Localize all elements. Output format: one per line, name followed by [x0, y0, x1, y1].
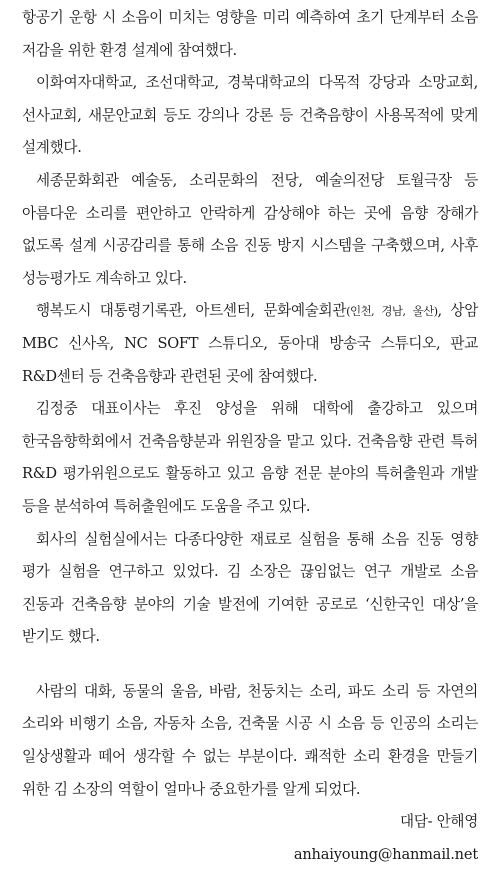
paragraph-7: 사람의 대화, 동물의 울음, 바람, 천둥치는 소리, 파도 소리 등 자연의 소리와 비행기 소음, 자동차 소음, 건축물 시공 시 소음 등 인공의 소리는 일상생활과 떼어 생각할 수 없는 부분이다. 쾌적한 소리 환경을 만들기 위한 김 소장의 역할이 얼마나 중요한가를 알게 되었다.	[22, 682, 478, 798]
paragraph-4-part-a: 행복도시 대통령기록관, 아트센터, 문화예술회관	[36, 302, 347, 320]
paragraph-3: 세종문화회관 예술동, 소리문화의 전당, 예술의전당 토월극장 등 아름다운 소리를 편안하고 안락하게 감상해야 하는 곳에 음향 장해가 없도록 설계 시공감리를 통해 소음 진동 방지 시스템을 구축했으며, 사후 성능평가도 계속하고 있다.	[22, 171, 478, 287]
paragraph-5: 김정중 대표이사는 후진 양성을 위해 대학에 출강하고 있으며 한국음향학회에서 건축음향분과 위원장을 맡고 있다. 건축음향 관련 특허 R&D 평가위원으로도 활동하고 있고 음향 전문 분야의 특허출원과 개발 등을 분석하여 특허출원에도 도움을 주고 있다.	[22, 400, 478, 515]
paragraph-1: 항공기 운항 시 소음이 미치는 영향을 미리 예측하여 초기 단계부터 소음 저감을 위한 환경 설계에 참여했다.	[22, 9, 478, 59]
paragraph-2: 이화여자대학교, 조선대학교, 경북대학교의 다목적 강당과 소망교회, 선사교회, 새문안교회 등도 강의나 강론 등 건축음향이 사용목적에 맞게 설계했다.	[22, 74, 478, 157]
paragraph-gap	[22, 654, 478, 676]
paragraph-4-part-b: , 상암 MBC 신사옥, NC SOFT 스튜디오, 동아대 방송국 스튜디오, 판교 R&D센터 등 건축음향과 관련된 곳에 참여했다.	[22, 302, 478, 385]
paragraph-4-cities: (인천, 경남, 울산)	[346, 304, 438, 319]
paragraph-4	[22, 295, 478, 393]
interviewer-email: anhaiyoung@hanmail.net	[293, 845, 478, 863]
interviewer-signature: 대담- 안해영	[400, 813, 478, 831]
paragraph-6: 회사의 실험실에서는 다종다양한 재료로 실험을 통해 소음 진동 영향 평가 실험을 연구하고 있었다. 김 소장은 끊임없는 연구 개발로 소음 진동과 건축음향 분야의 기술 발전에 기여한 공로로 ‘신한국인 대상’을 받기도 했다.	[22, 530, 478, 646]
